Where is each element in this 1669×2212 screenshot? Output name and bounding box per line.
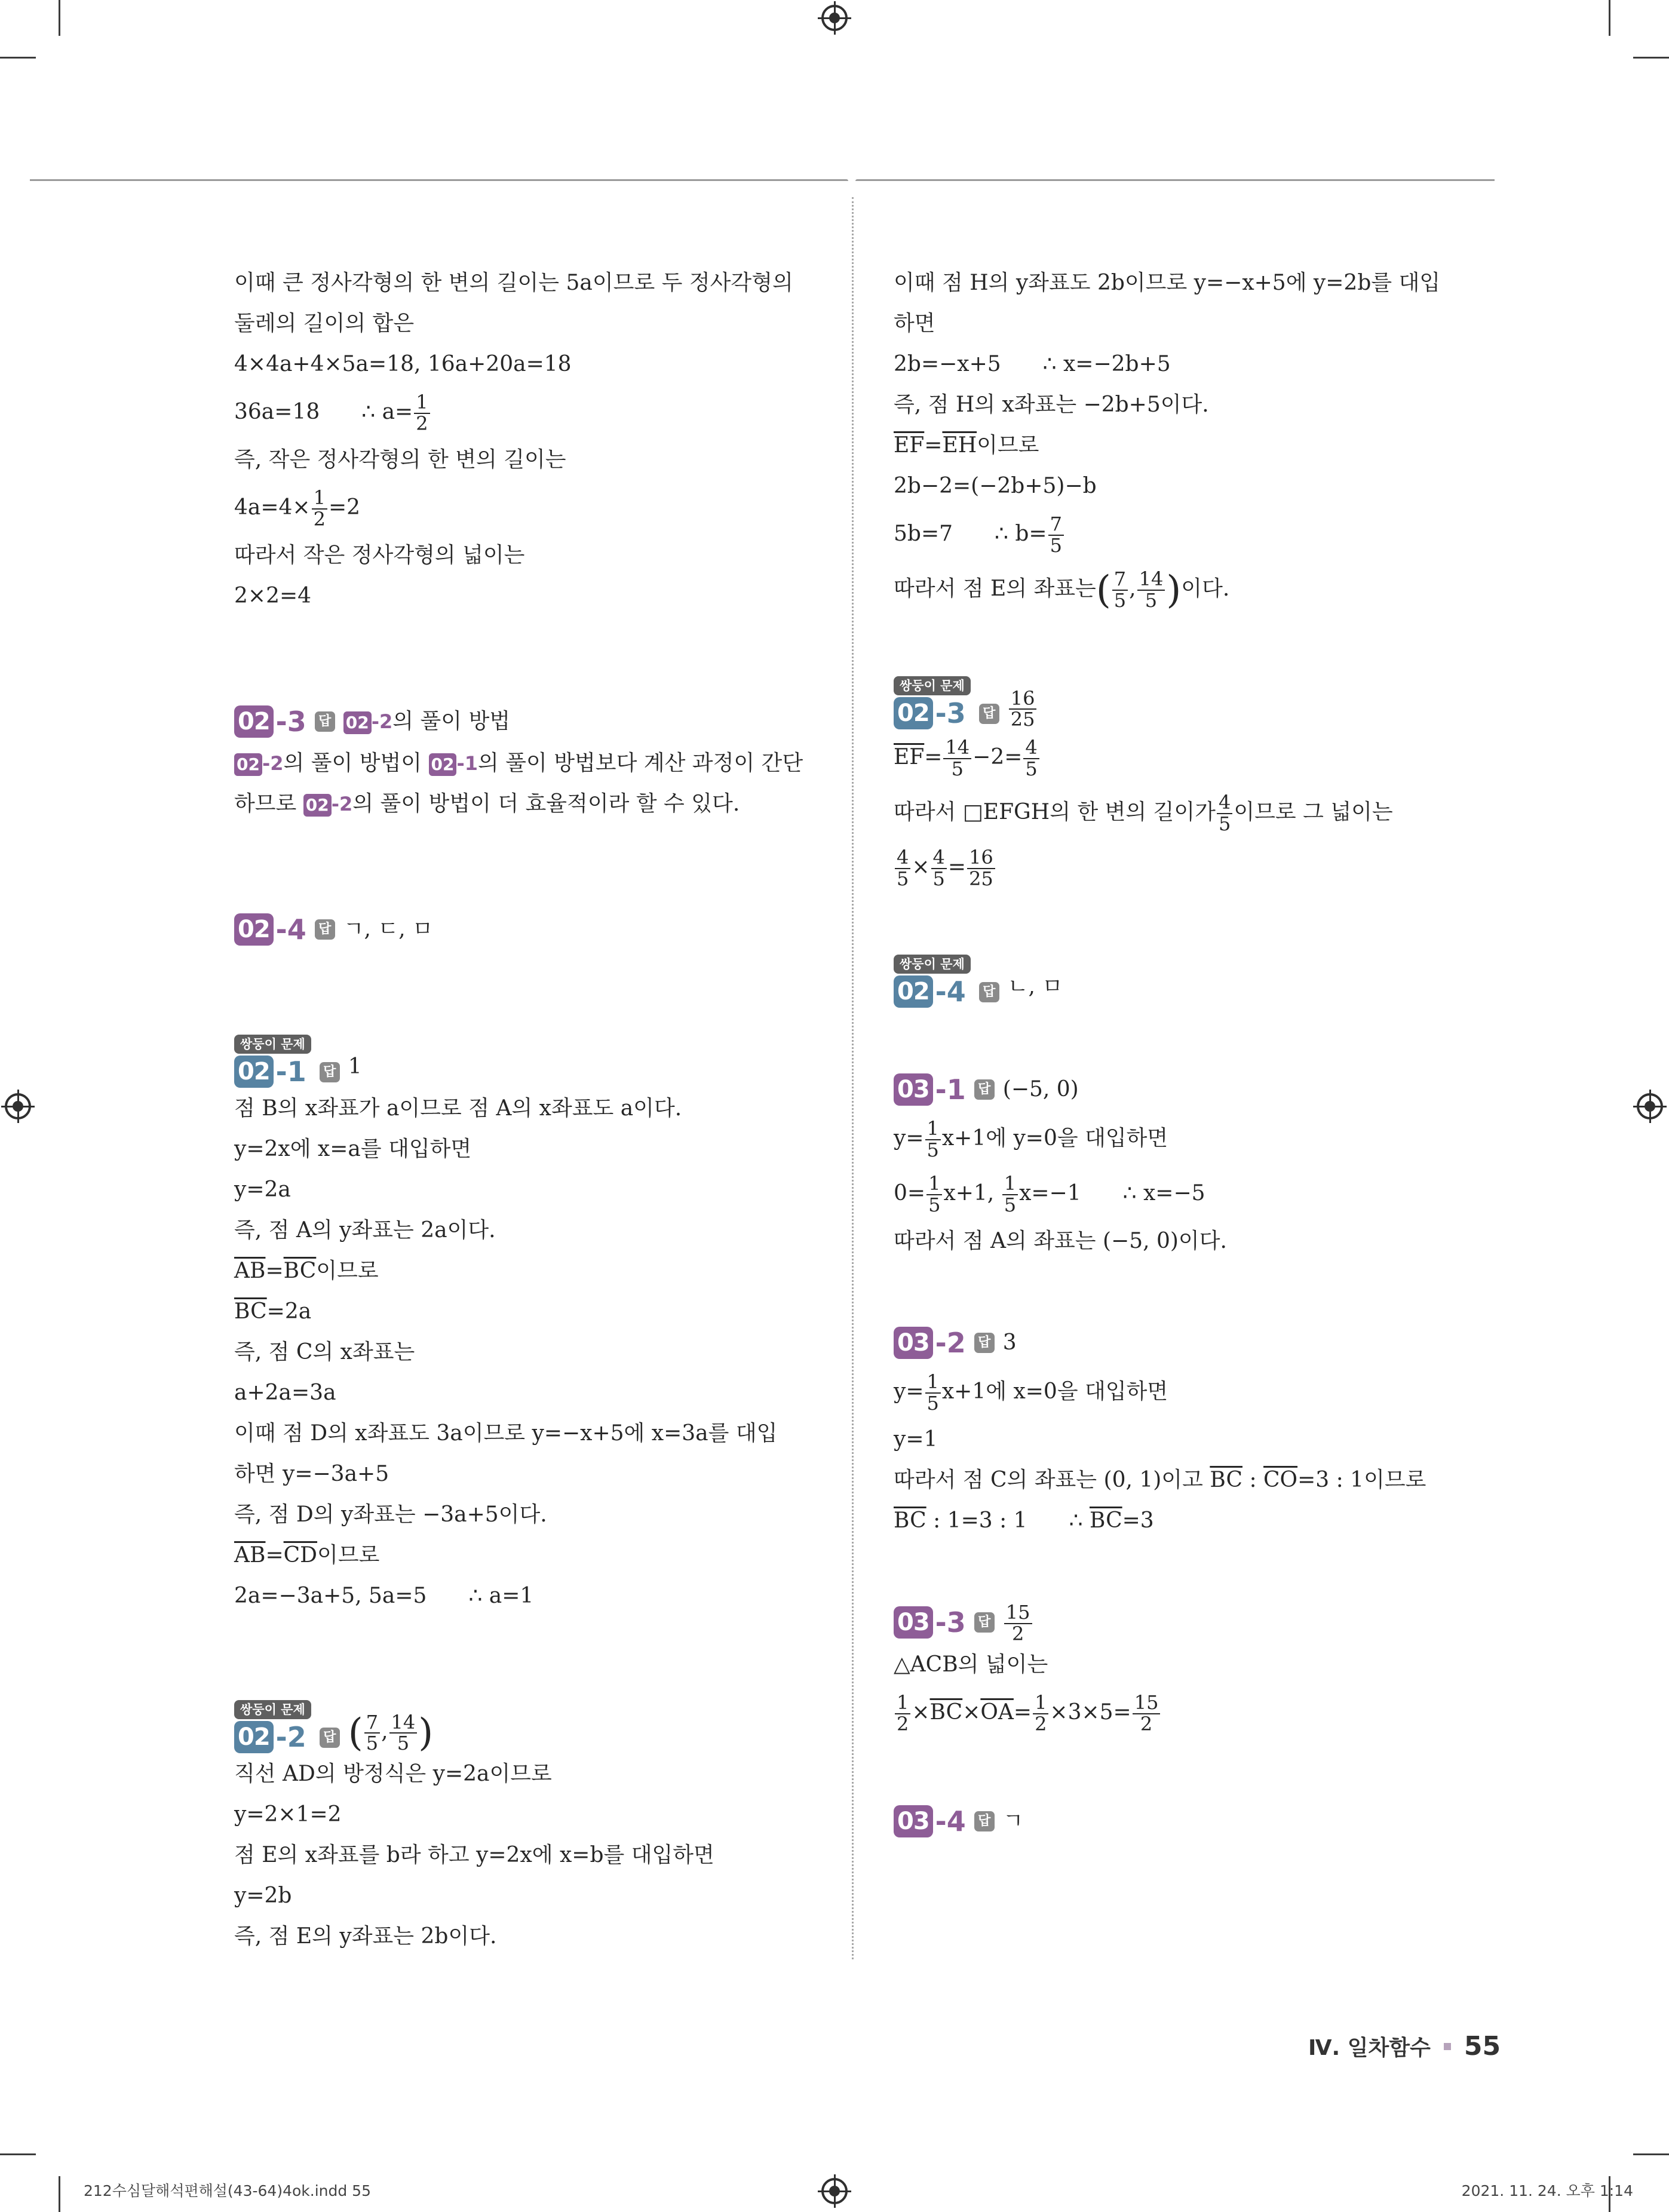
text-line: y=2b bbox=[234, 1883, 292, 1908]
separator-square bbox=[1444, 2043, 1451, 2050]
registration-mark-icon bbox=[821, 5, 848, 31]
problem-heading bbox=[234, 1700, 840, 1754]
answer: ㄱ, ㄷ, ㅁ bbox=[343, 917, 433, 941]
text-line: 점 B의 x좌표가 a이므로 점 A의 x좌표도 a이다. bbox=[234, 1096, 682, 1121]
crop-mark bbox=[0, 57, 36, 59]
print-slug-right: 2021. 11. 24. 오후 1:14 bbox=[1461, 2182, 1633, 2199]
problem-02-3 bbox=[234, 700, 840, 824]
problem-number: 03 -3 bbox=[894, 1606, 966, 1639]
problem-number: 02 -4 bbox=[234, 913, 306, 946]
text-line: 2b=−x+5 ∴ x=−2b+5 bbox=[894, 352, 1171, 376]
text-line: $\overline{AB}=\overline{CD}$이므로 bbox=[234, 1543, 380, 1567]
twin-problem-02-2 bbox=[234, 1700, 840, 1957]
problem-heading bbox=[894, 1601, 1500, 1645]
answer: ( $\frac{7}{5}$ , $\frac{14}{5}$ ) bbox=[348, 1710, 434, 1756]
text-line: 이때 점 D의 x좌표도 3a이므로 y=−x+5에 x=3a를 대입 bbox=[234, 1421, 778, 1446]
twin-problem-tag: 쌍둥이 문제 bbox=[894, 676, 971, 695]
problem-heading bbox=[234, 700, 840, 743]
problem-number: 02 -3 bbox=[894, 697, 966, 730]
twin-problem-tag: 쌍둥이 문제 bbox=[234, 1700, 311, 1719]
answer-icon: 답 bbox=[974, 1811, 995, 1831]
top-rule bbox=[30, 179, 848, 181]
text-line: 즉, 작은 정사각형의 한 변의 길이는 bbox=[234, 447, 566, 472]
crop-mark bbox=[0, 2153, 36, 2155]
page-number: 55 bbox=[1464, 2031, 1501, 2061]
twin-problem-02-1 bbox=[234, 1035, 840, 1616]
text-line: y=2a bbox=[234, 1177, 291, 1202]
text-line: 따라서 □EFGH의 한 변의 길이가 $\frac{4}{5}$ 이므로 그 넓이는 bbox=[894, 791, 1393, 835]
text-line: 2a=−3a+5, 5a=5 ∴ a=1 bbox=[234, 1584, 534, 1608]
text-line bbox=[234, 385, 840, 440]
problem-03-1 bbox=[894, 1068, 1500, 1262]
text-line: 5b=7 ∴ b= $\frac{7}{5}$ bbox=[894, 507, 1500, 562]
text-line: 2×2=4 bbox=[234, 584, 312, 608]
answer-icon: 답 bbox=[974, 1333, 995, 1353]
answer: $\frac{16}{25}$ bbox=[1008, 686, 1038, 730]
crop-mark bbox=[59, 2176, 60, 2212]
problem-heading bbox=[894, 1068, 1500, 1111]
text-line: a+2a=3a bbox=[234, 1380, 336, 1405]
text-line: 즉, 점 A의 y좌표는 2a이다. bbox=[234, 1218, 496, 1242]
answer-icon: 답 bbox=[974, 1612, 995, 1633]
text-line: 즉, 점 D의 y좌표는 −3a+5이다. bbox=[234, 1502, 547, 1527]
continued-solution bbox=[894, 263, 1500, 616]
top-rule bbox=[855, 179, 1495, 181]
crop-mark bbox=[1609, 0, 1610, 36]
text-line bbox=[234, 480, 840, 535]
text-line: 하면 bbox=[894, 311, 935, 336]
answer-icon: 답 bbox=[320, 1062, 340, 1082]
problem-number: 03 -4 bbox=[894, 1805, 966, 1838]
crop-mark bbox=[59, 0, 60, 36]
twin-problem-02-4 bbox=[894, 955, 1500, 1008]
text-line: $\overline{BC}$ : 1=3 : 1 ∴ $\overline{BC}=3$ bbox=[894, 1508, 1154, 1533]
chapter-footer bbox=[1308, 2031, 1501, 2061]
problem-03-4 bbox=[894, 1800, 1500, 1843]
text-line: 0= $\frac{1}{5}$ x+1, $\frac{1}{5}$ x=−1 ∴ x=−5 bbox=[894, 1172, 1205, 1216]
fraction: $\frac{1}{2}$ bbox=[414, 392, 429, 434]
text-line: $\overline{EF}=$ $\frac{14}{5}$ −2= $\frac{4}{5}$ bbox=[894, 730, 1500, 785]
registration-mark-icon bbox=[821, 2178, 848, 2204]
text-line: 즉, 점 C의 x좌표는 bbox=[234, 1340, 415, 1364]
text-line: $\overline{BC}=2a$ bbox=[234, 1299, 312, 1324]
text-line: y= $\frac{1}{5}$ x+1에 x=0을 대입하면 bbox=[894, 1370, 1168, 1415]
text-line: 직선 AD의 방정식은 y=2a이므로 bbox=[234, 1762, 552, 1786]
text-line: 4×4a+4×5a=18, 16a+20a=18 bbox=[234, 352, 572, 376]
left-column bbox=[234, 263, 840, 1957]
registration-mark-icon bbox=[5, 1093, 31, 1119]
text-line: △ACB의 넓이는 bbox=[894, 1652, 1048, 1677]
problem-number: 02 -1 bbox=[234, 1055, 306, 1088]
text-line: 따라서 점 E의 좌표는( $\frac{7}{5}$ , $\frac{14}{5}$ )이다. bbox=[894, 567, 1230, 612]
problem-number: 02 -4 bbox=[894, 975, 966, 1008]
text-line: y=2×1=2 bbox=[234, 1802, 342, 1827]
answer: $\frac{15}{2}$ bbox=[1003, 1601, 1033, 1645]
problem-heading bbox=[894, 1800, 1500, 1843]
answer: ㄱ bbox=[1002, 1808, 1024, 1833]
answer-icon: 답 bbox=[315, 919, 335, 940]
text-line: 하면 y=−3a+5 bbox=[234, 1462, 389, 1486]
problem-heading bbox=[894, 955, 1500, 1008]
right-column bbox=[894, 263, 1500, 1843]
registration-mark-icon bbox=[1637, 1093, 1663, 1119]
answer-icon: 답 bbox=[979, 982, 999, 1002]
text-line: $\frac{4}{5}$ × $\frac{4}{5}$ = $\frac{16}{25}$ bbox=[894, 840, 1500, 895]
answer: ㄴ, ㅁ bbox=[1007, 974, 1063, 999]
answer: (−5, 0) bbox=[1002, 1077, 1079, 1102]
text-line: y= $\frac{1}{5}$ x+1에 y=0을 대입하면 bbox=[894, 1117, 1168, 1161]
twin-problem-tag: 쌍둥이 문제 bbox=[894, 955, 971, 974]
print-slug-left: 212수심달해석편해설(43-64)4ok.indd 55 bbox=[84, 2182, 371, 2199]
text-line: 즉, 점 E의 y좌표는 2b이다. bbox=[234, 1924, 497, 1949]
problem-number: 03 -1 bbox=[894, 1073, 966, 1106]
answer-icon: 답 bbox=[315, 711, 335, 732]
problem-02-4 bbox=[234, 908, 840, 951]
answer: 1 bbox=[348, 1054, 362, 1079]
problem-heading bbox=[894, 676, 1500, 730]
twin-problem-tag: 쌍둥이 문제 bbox=[234, 1035, 311, 1054]
fraction: $\frac{1}{2}$ bbox=[312, 488, 327, 529]
continued-solution bbox=[234, 263, 840, 616]
answer-icon: 답 bbox=[974, 1079, 995, 1100]
text-line: 점 E의 x좌표를 b라 하고 y=2x에 x=b를 대입하면 bbox=[234, 1843, 714, 1867]
text-line: $\overline{EF}=\overline{EH}$이므로 bbox=[894, 433, 1039, 458]
text-line: y=1 bbox=[894, 1427, 938, 1452]
expr: 36a=18 bbox=[234, 400, 320, 424]
text-line: 즉, 점 H의 x좌표는 −2b+5이다. bbox=[894, 392, 1209, 417]
twin-problem-02-3 bbox=[894, 676, 1500, 895]
text-line: 둘레의 길이의 합은 bbox=[234, 311, 415, 336]
problem-heading bbox=[234, 1035, 840, 1088]
problem-heading bbox=[234, 908, 840, 951]
answer-icon: 답 bbox=[320, 1728, 340, 1748]
problem-number: 02 -3 bbox=[234, 705, 306, 738]
crop-mark bbox=[1633, 57, 1669, 59]
text-line: 이때 큰 정사각형의 한 변의 길이는 5a이므로 두 정사각형의 bbox=[234, 271, 793, 295]
text-line: 하므로 02 -2의 풀이 방법이 더 효율적이라 할 수 있다. bbox=[234, 791, 740, 816]
crop-mark bbox=[1633, 2153, 1669, 2155]
problem-number: 02 -2 bbox=[234, 1720, 306, 1754]
column-divider bbox=[852, 197, 854, 1959]
text-line: 이때 점 H의 y좌표도 2b이므로 y=−x+5에 y=2b를 대입 bbox=[894, 271, 1441, 295]
text-line: 따라서 점 C의 좌표는 (0, 1)이고 $\overline{BC}$ : $\overline{CO}=3$ : 1이므로 bbox=[894, 1468, 1426, 1492]
text-line: y=2x에 x=a를 대입하면 bbox=[234, 1137, 472, 1161]
text-line: 02 -2의 풀이 방법이 02 -1의 풀이 방법보다 계산 과정이 간단 bbox=[234, 743, 840, 784]
problem-03-2 bbox=[894, 1321, 1500, 1541]
text-line: 따라서 점 A의 좌표는 (−5, 0)이다. bbox=[894, 1229, 1227, 1253]
chapter-title: Ⅳ. 일차함수 bbox=[1308, 2036, 1431, 2060]
answer: 02 -2의 풀이 방법 bbox=[343, 700, 510, 743]
text-line: 따라서 작은 정사각형의 넓이는 bbox=[234, 543, 525, 567]
text-line: 2b−2=(−2b+5)−b bbox=[894, 474, 1097, 498]
answer: 3 bbox=[1002, 1330, 1017, 1355]
expr: ∴ a= bbox=[361, 400, 413, 424]
text-line: $\frac{1}{2}$ $\times\overline{BC}\times\overline{OA}=$ $\frac{1}{2}$ ×3×5= $\frac{15}{2}$ bbox=[894, 1685, 1500, 1740]
problem-03-3 bbox=[894, 1601, 1500, 1740]
problem-heading bbox=[894, 1321, 1500, 1364]
answer-icon: 답 bbox=[979, 704, 999, 724]
expr: =2 bbox=[328, 495, 361, 520]
problem-number: 03 -2 bbox=[894, 1326, 966, 1360]
text-line: $\overline{AB}=\overline{BC}$이므로 bbox=[234, 1259, 379, 1283]
expr: 4a=4× bbox=[234, 495, 311, 520]
